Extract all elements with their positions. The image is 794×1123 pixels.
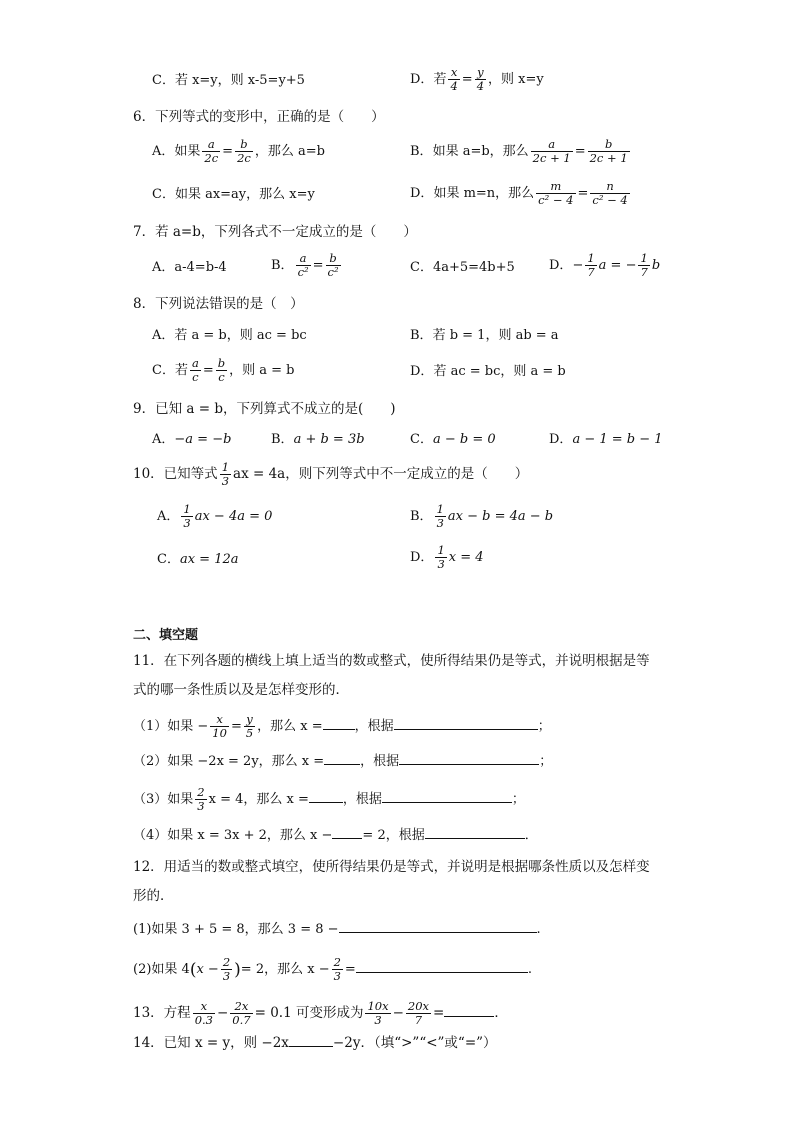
numerator: b	[326, 252, 341, 266]
fraction	[221, 956, 232, 983]
answer-blank[interactable]	[339, 920, 537, 933]
option-label: D．	[410, 550, 434, 565]
fraction	[585, 252, 596, 279]
q14	[133, 1034, 497, 1052]
q11-stem-line1: 11．在下列各题的横线上填上适当的数或整式，使所得结果仍是等式，并说明根据是等	[133, 653, 650, 669]
q11-part4	[133, 826, 538, 845]
fraction	[590, 180, 629, 207]
numerator: a	[202, 138, 220, 152]
q10-option-a	[157, 503, 272, 530]
fraction	[230, 1000, 252, 1027]
option-text: 4a+5=4b+5	[432, 260, 515, 275]
option-text: 若 ac = bc，则 a = b	[433, 364, 566, 379]
numerator: 2	[197, 785, 205, 799]
section-title: 二、填空题	[133, 628, 199, 643]
option-text: 如果 m=n，那么	[433, 186, 535, 201]
numerator: b	[217, 356, 226, 370]
reason-blank[interactable]	[399, 752, 539, 765]
q8-option-b	[410, 327, 559, 345]
denominator: 3	[183, 516, 191, 530]
fraction	[332, 956, 343, 983]
fraction	[235, 138, 253, 165]
q5-option-d	[410, 66, 544, 93]
option-text: a + b = 3b	[293, 432, 365, 447]
option-label: A．	[157, 509, 180, 524]
option-text: ，那么 a=b	[254, 144, 325, 159]
denominator: c	[218, 370, 225, 384]
option-text: a − b = 0	[432, 432, 496, 447]
numerator: 1	[221, 460, 230, 474]
option-text: a − 1 = b − 1	[572, 432, 663, 447]
part-text: ，那么 x =	[257, 719, 323, 734]
denominator: 3	[197, 799, 205, 813]
fraction	[448, 66, 459, 93]
numerator: y	[475, 66, 486, 80]
option-label: D．	[549, 258, 573, 273]
option-text: a-4=b-4	[174, 260, 227, 275]
equals: =	[461, 72, 473, 87]
option-label: D．	[549, 432, 573, 447]
option-text: ，则 a = b	[229, 363, 295, 378]
q7-option-b	[271, 252, 343, 279]
numerator: 20x	[407, 999, 430, 1013]
option-label: A．	[152, 432, 175, 447]
reason-blank[interactable]	[425, 826, 525, 839]
answer-blank[interactable]	[309, 790, 343, 803]
answer-blank[interactable]	[324, 752, 360, 765]
option-label: C．	[157, 552, 180, 567]
part-text: (1)如果 3 + 5 = 8，那么 3 = 8 −	[133, 922, 339, 937]
numerator: 2x	[230, 1000, 252, 1014]
fraction	[181, 503, 192, 530]
option-label: A．	[152, 328, 175, 343]
denominator: 3	[437, 557, 445, 571]
denominator: 3	[374, 1013, 382, 1027]
numerator: b	[235, 138, 253, 152]
denominator: 0.3	[194, 1013, 213, 1027]
option-label: A．	[152, 144, 175, 159]
numerator: 1	[437, 543, 445, 557]
option-label: C．	[152, 363, 175, 378]
numerator: 1	[587, 251, 595, 265]
option-text: 若	[174, 363, 188, 378]
fraction	[406, 1000, 431, 1027]
q12-part2	[133, 956, 532, 983]
denominator: 3	[222, 969, 231, 983]
fraction	[193, 1000, 215, 1027]
numerator: n	[590, 180, 629, 194]
q7-option-d	[549, 252, 660, 279]
q10-option-d	[410, 544, 484, 571]
part-text: ，根据	[360, 754, 400, 769]
part-text: ；	[511, 792, 525, 807]
fraction	[365, 1000, 390, 1027]
option-label: B．	[271, 432, 294, 447]
q13	[133, 1000, 508, 1027]
denominator: 2c + 1	[589, 151, 628, 165]
q6-option-d	[410, 180, 632, 207]
fraction	[244, 713, 255, 740]
equals: =	[344, 962, 356, 977]
numerator: x	[448, 66, 459, 80]
denominator: c²	[327, 265, 339, 279]
q5-option-c	[152, 72, 305, 90]
part-text: （2）如果 −2x = 2y，那么 x =	[133, 754, 325, 769]
denominator: c	[192, 370, 199, 384]
part-text: ，根据	[342, 792, 382, 807]
option-label: C．	[152, 73, 175, 88]
option-text: ax − b = 4a − b	[447, 509, 554, 524]
minus: −	[392, 1005, 404, 1021]
denominator: 7	[587, 265, 595, 279]
numerator: 10x	[367, 999, 389, 1013]
option-text: x = 4	[448, 550, 484, 565]
option-text: 若 x=y，则 x-5=y+5	[174, 73, 305, 88]
fraction	[435, 544, 446, 571]
answer-blank[interactable]	[332, 826, 362, 839]
fraction	[296, 252, 311, 279]
fraction	[475, 66, 486, 93]
numerator: m	[536, 180, 575, 194]
q10-stem	[133, 461, 528, 488]
numerator: a	[296, 252, 311, 266]
denominator: 4	[476, 79, 485, 93]
numerator: a	[191, 356, 199, 370]
option-text: ax − 4a = 0	[194, 509, 273, 524]
equals: =	[577, 186, 589, 201]
part-text: ；	[537, 719, 551, 734]
option-text: 如果	[174, 144, 201, 159]
numerator: b	[588, 138, 630, 152]
numerator: x	[210, 713, 229, 727]
minus: −	[216, 1005, 229, 1021]
reason-blank[interactable]	[394, 717, 538, 730]
left-paren: (	[189, 959, 197, 980]
answer-blank[interactable]	[444, 1004, 494, 1017]
q6-stem: 6．下列等式的变形中，正确的是（ ）	[133, 109, 385, 125]
fraction	[216, 357, 227, 384]
fraction	[531, 138, 573, 165]
q6-option-b	[410, 138, 632, 165]
option-label: D．	[410, 72, 434, 87]
option-text: −	[572, 258, 584, 273]
part-text: (2)如果 4	[133, 962, 190, 977]
option-label: D．	[410, 364, 434, 379]
denominator: c²	[297, 265, 309, 279]
part-text: ；	[539, 754, 553, 769]
q9-option-d	[549, 431, 663, 449]
numerator: 2	[222, 955, 231, 969]
q12-part1	[133, 920, 541, 939]
denominator: 5	[245, 726, 254, 740]
option-label: D．	[410, 186, 434, 201]
equals: =	[574, 144, 586, 159]
equals: =	[222, 144, 234, 159]
q8-stem: 8．下列说法错误的是（ ）	[133, 296, 304, 312]
q11-part3	[133, 786, 525, 813]
answer-blank[interactable]	[289, 1034, 333, 1047]
denominator: 3	[333, 969, 341, 983]
denominator: c² − 4	[538, 193, 574, 207]
q9-option-a	[152, 431, 231, 449]
numerator: x	[193, 1000, 215, 1014]
option-label: B．	[410, 509, 433, 524]
part-text: x −	[196, 962, 219, 977]
denominator: 4	[450, 79, 458, 93]
numerator: 1	[183, 502, 191, 516]
option-text: 如果 ax=ay，那么 x=y	[174, 187, 315, 202]
option-label: C．	[410, 260, 433, 275]
option-label: B．	[410, 144, 433, 159]
numerator: a	[531, 138, 573, 152]
denominator: 3	[436, 516, 444, 530]
fraction	[638, 252, 649, 279]
q6-option-a	[152, 138, 325, 165]
numerator: y	[244, 713, 255, 727]
denominator: 2c	[204, 151, 219, 165]
part-text: .	[536, 922, 541, 937]
q10-option-c	[157, 551, 239, 569]
option-text: b	[651, 258, 661, 273]
q8-option-d	[410, 363, 566, 381]
part-text: （3）如果	[133, 792, 194, 807]
q12-stem-line1: 12．用适当的数或整式填空，使所得结果仍是等式，并说明是根据哪条性质以及怎样变	[133, 859, 650, 875]
reason-blank[interactable]	[382, 790, 512, 803]
part-text: 14．已知 x = y，则 −2x	[133, 1035, 289, 1051]
denominator: c² − 4	[592, 193, 628, 207]
q9-option-c	[410, 431, 496, 449]
fraction	[435, 503, 446, 530]
q6-option-c	[152, 186, 315, 204]
numerator: 2	[333, 955, 341, 969]
q7-option-a	[152, 259, 227, 277]
denominator: 0.7	[232, 1013, 251, 1027]
fraction	[220, 461, 231, 488]
fraction	[202, 138, 220, 165]
q11-part1	[133, 713, 551, 740]
denominator: 10	[212, 726, 227, 740]
option-text: a = −	[598, 258, 637, 273]
answer-blank[interactable]	[323, 717, 355, 730]
part-text: （4）如果 x = 3x + 2，那么 x −	[133, 828, 333, 843]
option-label: B．	[271, 258, 294, 273]
option-text: 若 b = 1，则 ab = a	[432, 328, 559, 343]
q9-stem: 9．已知 a = b，下列算式不成立的是( )	[133, 401, 396, 417]
denominator: 2c	[237, 151, 251, 165]
part-text: ．	[524, 828, 538, 843]
q8-option-a	[152, 327, 307, 345]
part-text: = 2，根据	[362, 828, 425, 843]
denominator: 3	[221, 474, 230, 488]
equals: =	[202, 363, 214, 378]
numerator: 1	[640, 251, 648, 265]
option-text: ax = 12a	[179, 552, 239, 567]
q11-stem-line2: 式的哪一条性质以及是怎样变形的．	[133, 682, 349, 698]
denominator: 2c + 1	[532, 151, 571, 165]
fraction	[210, 713, 229, 740]
q7-stem: 7．若 a=b，下列各式不一定成立的是（ ）	[133, 224, 417, 240]
q10-option-b	[410, 503, 553, 530]
option-label: C．	[152, 187, 175, 202]
q7-option-c	[410, 259, 515, 277]
equals: =	[433, 1005, 445, 1021]
option-label: A．	[152, 260, 175, 275]
fraction	[326, 252, 341, 279]
option-text: ，则 x=y	[488, 72, 544, 87]
option-text: 若	[433, 72, 447, 87]
part-text: ，根据	[354, 719, 394, 734]
option-text: 若 a = b，则 ac = bc	[174, 328, 307, 343]
q11-part2	[133, 752, 552, 771]
part-text: 13．方程	[133, 1005, 191, 1021]
answer-blank[interactable]	[356, 960, 528, 973]
numerator: 1	[436, 502, 444, 516]
part-text: −2y．（填“>”“<”或“=”）	[332, 1035, 497, 1051]
part-text: x = 4，那么 x =	[208, 792, 309, 807]
stem-text: 10．已知等式	[133, 466, 218, 482]
part-text: ．	[494, 1005, 508, 1021]
part-text: = 0.1 可变形成为	[254, 1005, 364, 1021]
part-text: = 2，那么 x −	[240, 962, 330, 977]
q12-stem-line2: 形的．	[133, 888, 174, 904]
equals: =	[230, 719, 242, 734]
right-paren: )	[234, 959, 241, 980]
stem-text: ax = 4a，则下列等式中不一定成立的是（ ）	[233, 466, 529, 482]
fraction	[536, 180, 575, 207]
q9-option-b	[271, 431, 365, 449]
option-text: 如果 a=b，那么	[432, 144, 529, 159]
part-text: （1）如果 −	[133, 719, 209, 734]
fraction	[588, 138, 630, 165]
option-label: C．	[410, 432, 433, 447]
denominator: 7	[640, 265, 648, 279]
denominator: 7	[414, 1013, 423, 1027]
fraction	[195, 786, 206, 813]
fraction	[190, 357, 201, 384]
q8-option-c	[152, 357, 294, 384]
part-text: .	[527, 962, 532, 977]
equals: =	[312, 258, 324, 273]
option-label: B．	[410, 328, 433, 343]
option-text: −a = −b	[174, 432, 232, 447]
